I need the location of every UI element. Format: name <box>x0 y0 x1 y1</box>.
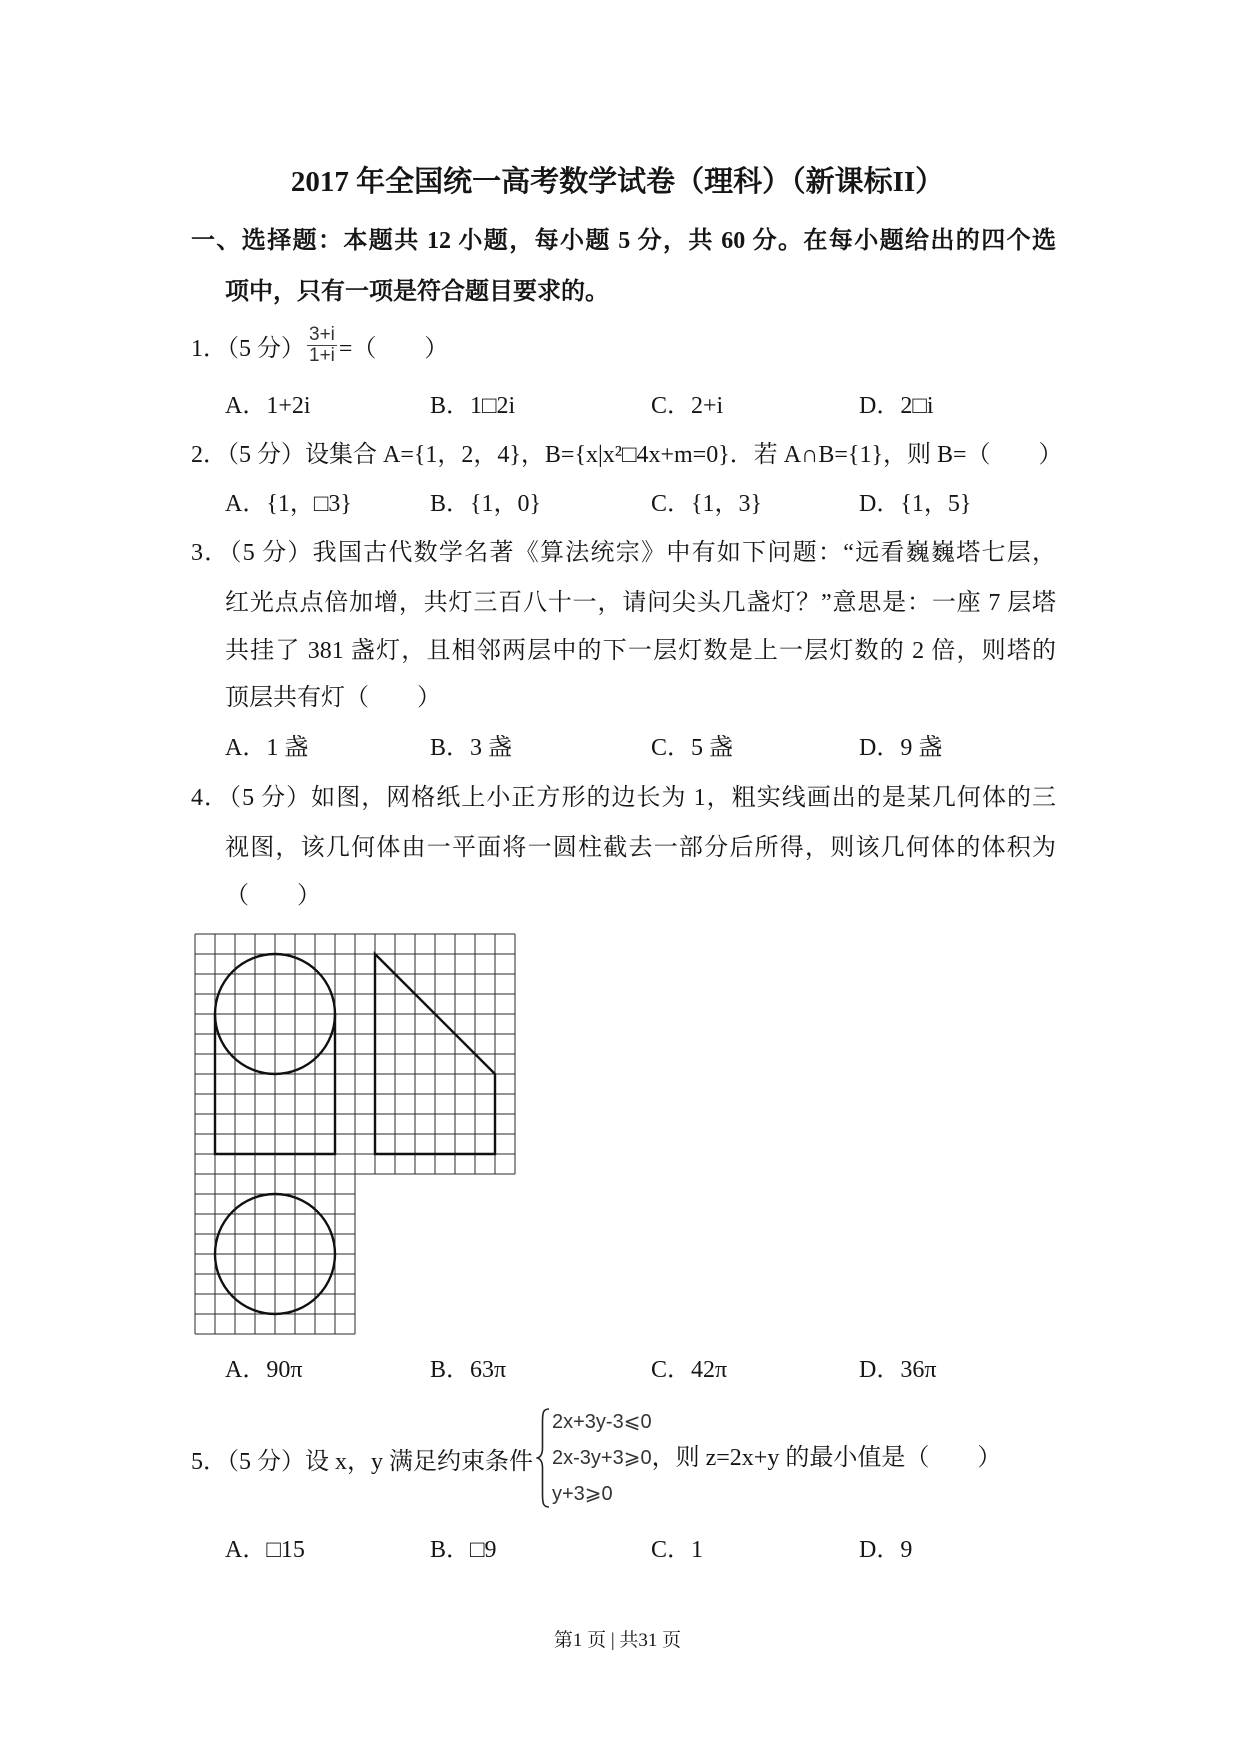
question-1-options <box>0 390 1235 422</box>
option-d: D．9 <box>859 1537 913 1563</box>
question-4-line: 视图，该几何体由一平面将一圆柱截去一部分后所得，则该几何体的体积为 <box>225 835 1056 861</box>
page-title: 2017 年全国统一高考数学试卷（理科）（新课标II） <box>290 166 945 198</box>
option-c: C．1 <box>651 1537 704 1563</box>
section-heading-line: 项中，只有一项是符合题目要求的。 <box>225 279 609 305</box>
question-2-options <box>0 488 1235 520</box>
option-b: B．63π <box>430 1357 507 1383</box>
constraint-row <box>552 1440 1001 1476</box>
question-3-line: 3．（5 分）我国古代数学名著《算法统宗》中有如下问题：“远看巍巍塔七层， <box>191 540 1056 566</box>
question-2-line: 2．（5 分）设集合 A={1，2，4}，B={x|x²□4x+m=0}．若 A∩B={1}，则 B=（ ） <box>191 442 1063 468</box>
constraint: y+3⩾0 <box>552 1483 613 1505</box>
left-brace <box>536 1406 550 1510</box>
question-3-line: 红光点点倍加增，共灯三百八十一，请问尖头几盏灯？”意思是：一座 7 层塔 <box>225 590 1056 616</box>
question-5-suffix: ，则 z=2x+y 的最小值是（ ） <box>651 1445 1002 1471</box>
question-3-options <box>0 732 1235 764</box>
constraint-row <box>552 1404 1001 1440</box>
option-b: B．{1，0} <box>430 491 542 517</box>
option-a: A．1+2i <box>225 393 311 419</box>
constraint: 2x-3y+3⩾0 <box>552 1447 652 1469</box>
option-c: C．{1，3} <box>651 491 763 517</box>
question-3-line: 顶层共有灯（ ） <box>225 685 441 711</box>
option-b: B．3 盏 <box>430 735 513 761</box>
option-a: A．1 盏 <box>225 735 309 761</box>
grid <box>195 934 515 1334</box>
fraction-numerator: 3+i <box>309 323 335 345</box>
question-1 <box>191 323 448 367</box>
question-5-options <box>0 1534 1235 1566</box>
question-1-prefix: 1．（5 分） <box>191 335 305 362</box>
brace-path <box>538 1409 550 1507</box>
question-4-options <box>0 1354 1235 1386</box>
fraction <box>307 325 337 366</box>
option-d: D．2□i <box>859 393 934 419</box>
option-c: C．2+i <box>651 393 724 419</box>
option-b: B．□9 <box>430 1537 497 1563</box>
option-a: A．90π <box>225 1357 303 1383</box>
question-4-line: 4．（5 分）如图，网格纸上小正方形的边长为 1，粗实线画出的是某几何体的三 <box>191 785 1056 811</box>
constraint: 2x+3y-3⩽0 <box>552 1411 652 1433</box>
constraint-row <box>552 1476 1001 1512</box>
fraction-denominator: 1+i <box>309 344 335 366</box>
option-c: C．42π <box>651 1357 728 1383</box>
option-a: A．{1，□3} <box>225 491 352 517</box>
constraint-system <box>552 1404 1001 1512</box>
option-d: D．9 盏 <box>859 735 943 761</box>
question-1-suffix: =（ ） <box>338 335 449 362</box>
three-view-figure <box>194 933 516 1335</box>
section-heading-line: 一、选择题：本题共 12 小题，每小题 5 分，共 60 分。在每小题给出的四个选 <box>191 228 1056 254</box>
option-d: D．36π <box>859 1357 937 1383</box>
question-5-prefix: 5．（5 分）设 x，y 满足约束条件 <box>191 1448 533 1475</box>
option-a: A．□15 <box>225 1537 305 1563</box>
question-4-line: （ ） <box>225 883 321 909</box>
question-3-line: 共挂了 381 盏灯，且相邻两层中的下一层灯数是上一层灯数的 2 倍，则塔的 <box>225 638 1056 664</box>
option-d: D．{1，5} <box>859 491 972 517</box>
option-b: B．1□2i <box>430 393 516 419</box>
question-5 <box>191 1404 1001 1512</box>
option-c: C．5 盏 <box>651 735 734 761</box>
page-footer: 第1 页 | 共31 页 <box>553 1630 682 1651</box>
